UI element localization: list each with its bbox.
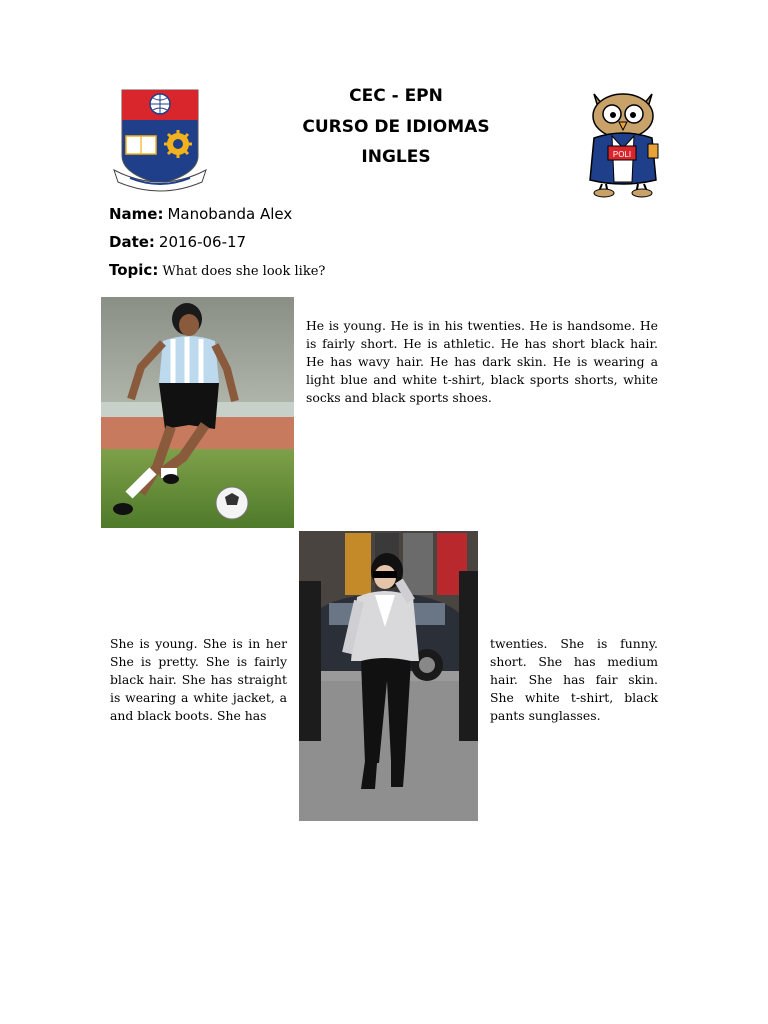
topic-field bbox=[109, 261, 325, 279]
date-value: 2016-06-17 bbox=[158, 233, 247, 251]
description-woman-left: She is young. She is in her She is pretty. She is fairly black hair. She has straight is wearing a white jacket, a and black boots. She has bbox=[110, 636, 287, 723]
owl-badge-text: POLI bbox=[612, 150, 632, 159]
owl-mascot-icon bbox=[586, 84, 660, 198]
name-label: Name: bbox=[109, 205, 164, 223]
date-label: Date: bbox=[109, 233, 155, 251]
name-field bbox=[109, 205, 292, 223]
header-title-2: CURSO DE IDIOMAS bbox=[302, 117, 490, 137]
description-woman-right: twenties. She is funny. short. She has medium hair. She has fair skin. She white t-shirt, black pants sunglasses. bbox=[490, 636, 658, 723]
woman-walking-photo bbox=[299, 531, 478, 821]
header-title-1: CEC - EPN bbox=[349, 86, 443, 106]
epn-logo bbox=[112, 86, 208, 192]
header-title-3: INGLES bbox=[361, 147, 431, 167]
topic-label: Topic: bbox=[109, 261, 159, 279]
name-value: Manobanda Alex bbox=[167, 205, 293, 223]
soccer-player-photo bbox=[101, 297, 294, 528]
date-field bbox=[109, 233, 246, 251]
description-man: He is young. He is in his twenties. He is handsome. He is fairly short. He is athletic. He has short black hair. He has wavy hair. He has dark skin. He is wearing a light blue and white t-shirt, black sports shorts, white socks and black sports shoes. bbox=[306, 318, 658, 405]
topic-value: What does she look like? bbox=[162, 264, 326, 279]
